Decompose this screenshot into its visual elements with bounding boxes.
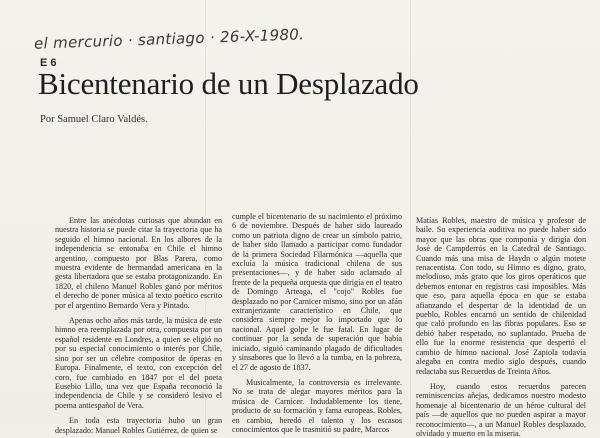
article-column-1 <box>55 216 222 435</box>
byline: Por Samuel Claro Valdés. <box>40 114 148 125</box>
paragraph: En toda esta trayectoria hubo un gran desplazado: Manuel Robles Gutiérrez, de quien se <box>55 416 222 435</box>
article-column-2 <box>232 212 402 434</box>
section-label: E 6 <box>40 57 57 69</box>
article-column-3 <box>416 216 586 438</box>
handwritten-annotation: el mercurio · santiago · 26-X-1980. <box>33 25 305 53</box>
paragraph: Musicalmente, la controversia es irrelevante. No se trata de alegar mayores méritos para la música de Carnicer. Indudablemente los tiene, producto de su formación y fama europeas. Robles, en cambio, heredó el talento y los escasos conocimientos que le trasmitió su padre, Marcos <box>232 377 402 434</box>
paragraph: cumple el bicentenario de su nacimiento el próximo 6 de noviembre. Después de haber sido laureado como un patriota digno de crear un símbolo patrio, de haber sido llamado a participar como fundador de la primera Sociedad Filarmónica —aquella que excluía la música tradicional chilena de sus presentaciones—, y de haber sido aclamado al frente de la pequeña orquesta que dirigía en el teatro de Domingo Arteaga, el "cojo" Robles fue desplazado no por Carnicer mismo, sino por un afán extranjerizante característico en Chile, que considera siempre mejor lo importado que lo nacional. Aquel golpe le fue fatal. En lugar de continuar por la senda de superación que había iniciado, siguió caminando plagado de dificultades y sinsabores que lo llevó a la tumba, en la pobreza, el 27 de agosto de 1837. <box>232 212 402 372</box>
paper-crease <box>410 0 411 424</box>
headline: Bicentenario de un Desplazado <box>38 66 419 101</box>
paragraph: Apenas ocho años más tarde, la música de este himno era reemplazada por otra, compuesta por un español residente en Londres, a quien se eligió no por su especial conocimiento o interés por Chile, sino por ser un célebre compositor de óperas en Europa. Finalmente, el texto, con excepción del coro, fue cambiado en 1847 por el del poeta Eusebio Lillo, una vez que España reconoció la independencia de Chile y se consideró lesivo el poema antiespañol de Vera. <box>55 316 222 410</box>
paragraph: Matías Robles, maestro de música y profesor de baile. Su experiencia auditiva no puede haber sido mayor que las obras que componía y dirigía don José de Campderrós en la Catedral de Santiago. Cuando más una misa de Haydn o algún motete renacentista. Con todo, su Himno es digno, grato, melodioso, más grato que los giros operáticos que debemos entonar en registros casi imposibles. Más que eso, para aquella época en que se estaba afianzando el despertar de la identidad de un pueblo, Robles encarnó un sentido de chilenidad que caló profundo en las fibras populares. Eso se debió haber respetado, no suplantado. Prueba de ello fue la enorme resistencia que despertó el cambio de himno nacional. José Zapiola todavía alegaba en contra medio siglo después, cuando redactaba sus Recuerdos de Treinta Años. <box>416 216 586 376</box>
paragraph: Entre las anécdotas curiosas que abundan en nuestra historia se puede citar la trayectoria que ha seguido el himno nacional. En los albores de la independencia se entonaba en Chile el himno argentino, compuesto por Blas Parera, como muestra evidente de hermandad americana en la gesta libertadora que se estaba protagonizando. En 1820, el chileno Manuel Robles ganó por méritos el derecho de poner música al texto poético escrito por el argentino Bernardo Vera y Pintado. <box>55 216 222 310</box>
paragraph: Hoy, cuando estos recuerdos parecen reminiscencias añejas, dedicamos nuestro modesto homenaje al bicentenario de un héroe cultural del país —de aquellos que no pueden aspirar a mayor reconocimiento—, a un Manuel Robles desplazado, olvidado y muerto en la miseria. <box>416 381 586 438</box>
